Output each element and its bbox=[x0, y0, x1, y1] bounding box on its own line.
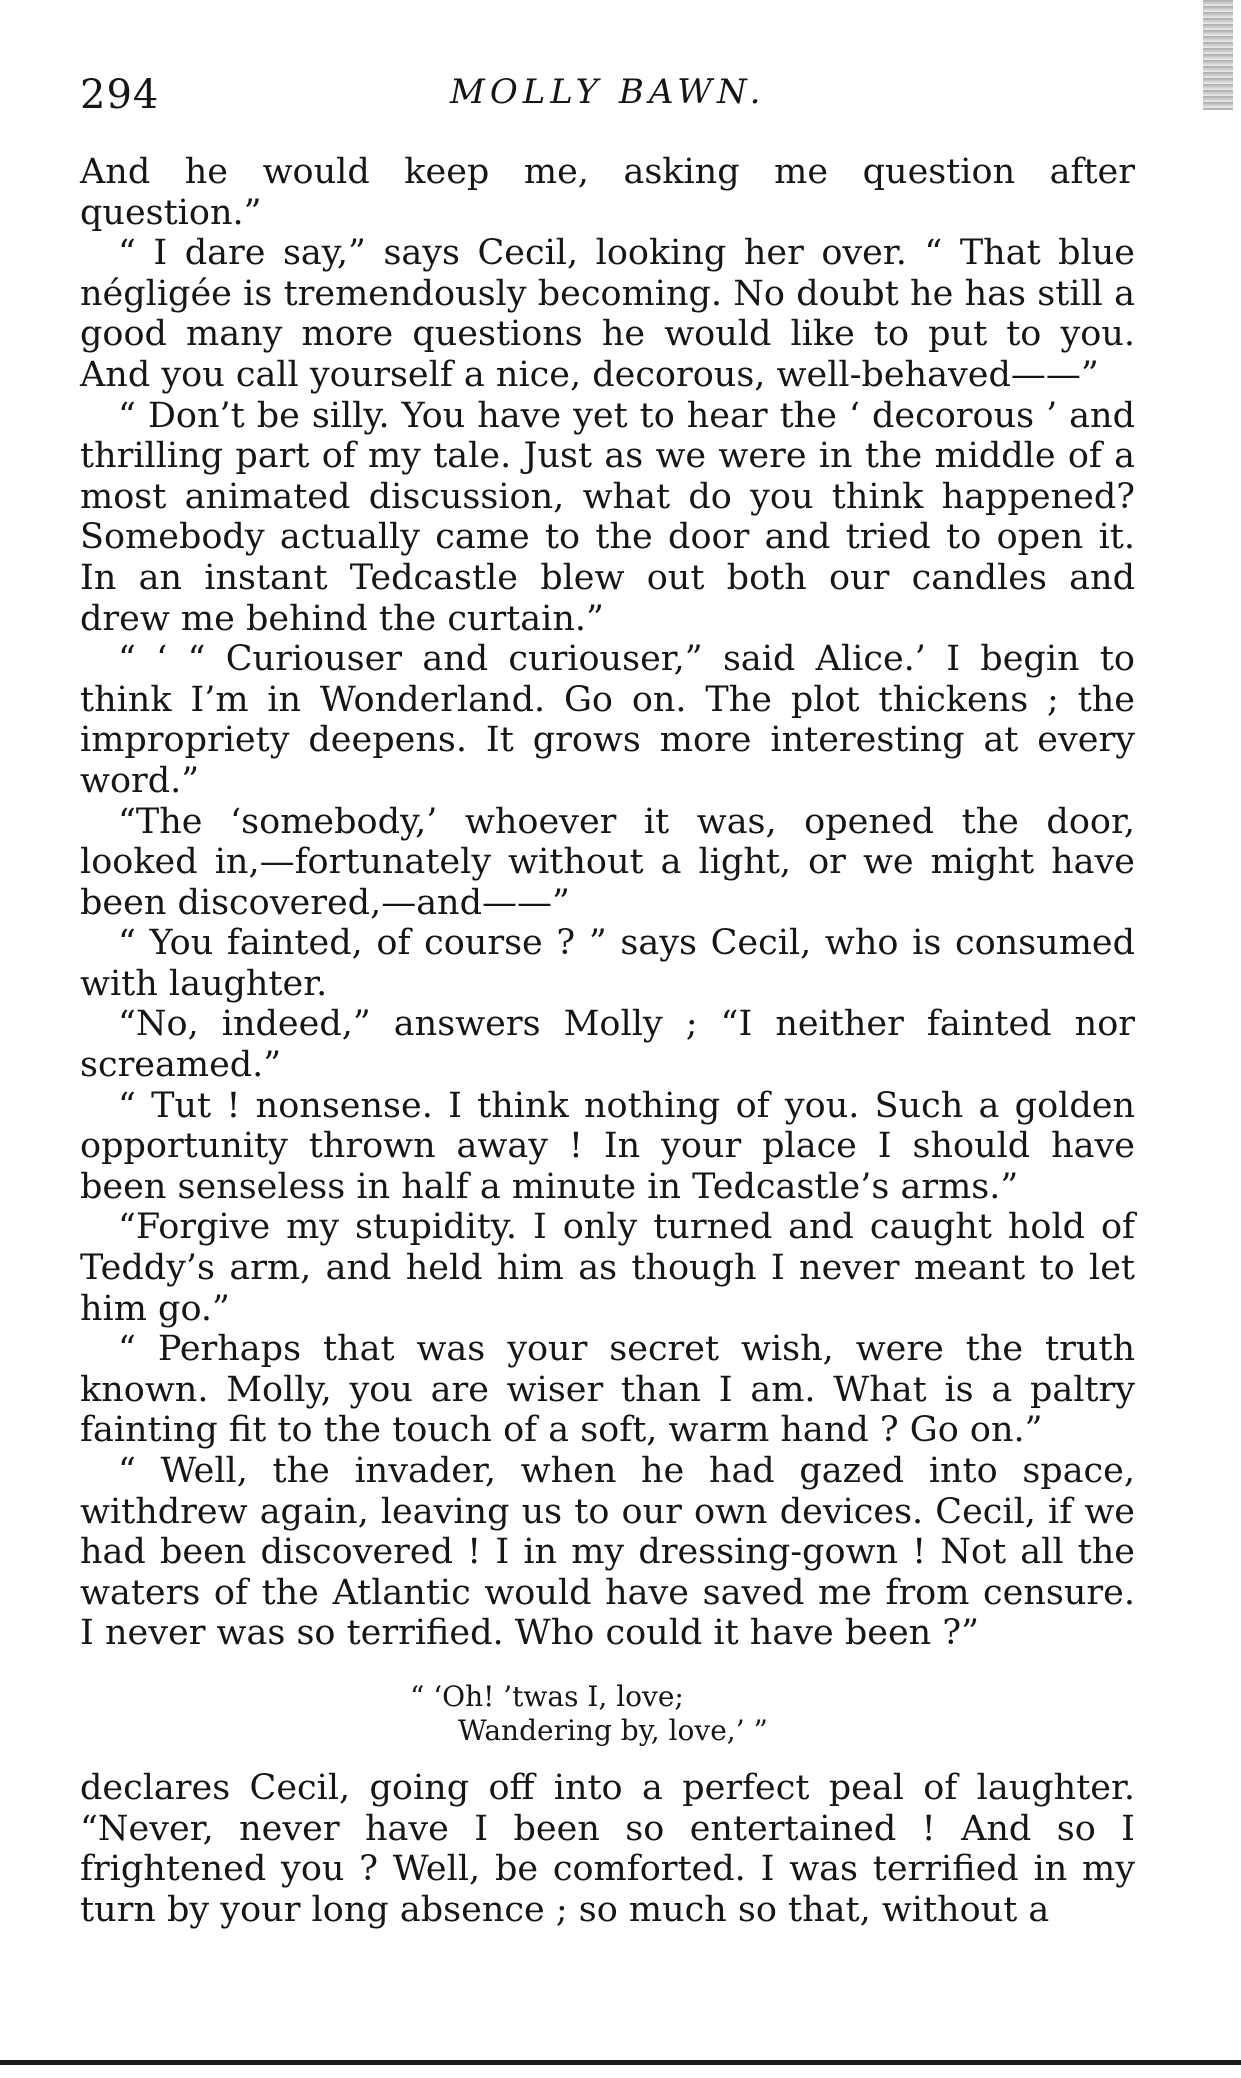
paragraph: “ Don’t be silly. You have yet to hear the ‘ decorous ’ and thrilling part of my tale. Just as we were in the middle of a most animated discussion, what do you think happened? Somebody actually came to the door and tried to open it. In an instant Tedcastle blew out both our candles and drew me behind the curtain.” bbox=[80, 395, 1135, 639]
paragraph: “No, indeed,” answers Molly ; “I neither fainted nor screamed.” bbox=[80, 1004, 1135, 1086]
paragraph: “ I dare say,” says Cecil, looking her over. “ That blue négligée is tremendously becoming. No doubt he has still a good many more questions he would like to put to you. And you call yourself a nice, decorous, well-behaved——” bbox=[80, 233, 1135, 395]
paragraph: “ You fainted, of course ? ” says Cecil, who is consumed with laughter. bbox=[80, 923, 1135, 1004]
paragraph: declares Cecil, going off into a perfect peal of laughter. “Never, never have I been so entertained ! And so I frightened you ? Well, be comforted. I was terrified in my turn by your long absence ; so much so that, without a bbox=[80, 1768, 1135, 1930]
page-edge-mark bbox=[1203, 0, 1233, 110]
continuation-text bbox=[80, 1768, 1135, 1930]
verse-line: “ ‘Oh! ’twas I, love; bbox=[410, 1680, 684, 1713]
paragraph: “ Perhaps that was your secret wish, were the truth known. Molly, you are wiser than I am. What is a paltry fainting fit to the touch of a soft, warm hand ? Go on.” bbox=[80, 1329, 1135, 1451]
verse-line: Wandering by, love,’ ” bbox=[458, 1714, 768, 1747]
page-number: 294 bbox=[80, 72, 160, 118]
paragraph: “ Tut ! nonsense. I think nothing of you. Such a golden opportunity thrown away ! In your place I should have been senseless in half a minute in Tedcastle’s arms.” bbox=[80, 1085, 1135, 1207]
paragraph: “ Well, the invader, when he had gazed into space, withdrew again, leaving us to our own devices. Cecil, if we had been discovered ! I in my dressing-gown ! Not all the waters of the Atlantic would have saved me from censure. I never was so terrified. Who could it have been ?” bbox=[80, 1451, 1135, 1654]
body-text bbox=[80, 152, 1135, 1654]
paragraph: “ ‘ “ Curiouser and curiouser,” said Alice.’ I begin to think I’m in Wonderland. Go on. The plot thickens ; the impropriety deepens. It grows more interesting at every word.” bbox=[80, 639, 1135, 801]
paragraph: And he would keep me, asking me question after question.” bbox=[80, 152, 1135, 233]
paragraph: “Forgive my stupidity. I only turned and caught hold of Teddy’s arm, and held him as though I never meant to let him go.” bbox=[80, 1207, 1135, 1329]
bottom-rule bbox=[0, 2060, 1241, 2065]
verse-quote bbox=[410, 1680, 768, 1748]
running-title: MOLLY BAWN. bbox=[450, 72, 766, 112]
paragraph: “The ‘somebody,’ whoever it was, opened the door, looked in,—fortunately without a light, or we might have been discovered,—and——” bbox=[80, 801, 1135, 923]
